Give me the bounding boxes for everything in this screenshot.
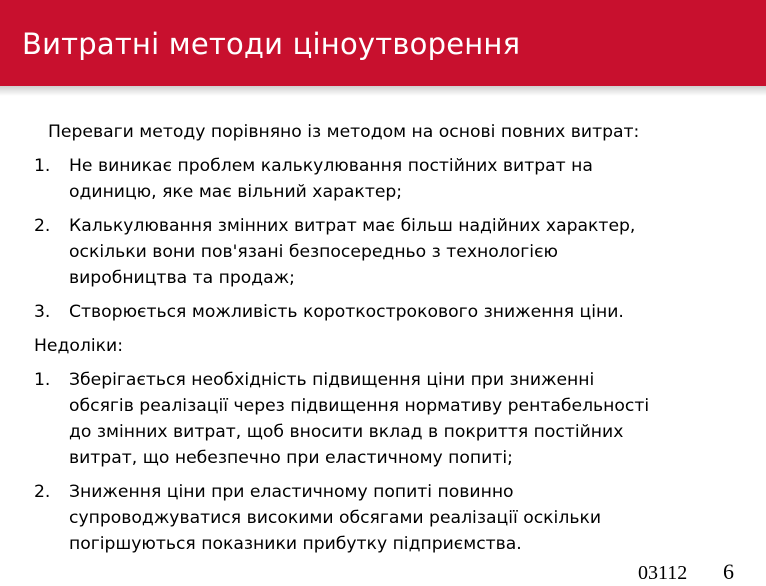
list-text: Створюється можливість короткострокового зниження ціни. (69, 302, 624, 322)
list-number: 2. (34, 216, 51, 236)
list-item-advantage-2 (34, 213, 744, 291)
slide-content (34, 119, 744, 565)
list-number: 3. (34, 302, 51, 322)
list-number: 1. (34, 156, 51, 176)
disadvantages-heading: Недоліки: (34, 336, 124, 356)
page-number: 6 (723, 559, 734, 584)
list-text: Не виникає проблем калькулювання постійних витрат на одиницю, яке має вільний характер; (69, 156, 593, 202)
list-item-disadvantage-1 (34, 367, 744, 471)
list-text: Калькулювання змінних витрат має більш надійних характер, оскільки вони пов'язані безпосередньо з технологією виробництва та продаж; (69, 216, 636, 288)
list-item-advantage-3 (34, 299, 744, 325)
footer-code: 03112 (638, 562, 688, 584)
list-number: 2. (34, 482, 51, 502)
advantages-intro: Переваги методу порівняно із методом на основі повних витрат: (48, 122, 640, 142)
list-text: Зниження ціни при еластичному попиті повинно супроводжуватися високими обсягами реалізації оскільки погіршуються показники прибутку підприємства. (69, 482, 601, 554)
title-bar-shadow (0, 86, 766, 96)
list-text: Зберігається необхідність підвищення ціни при зниженні обсягів реалізації через підвищення нормативу рентабельності до змінних витрат, щоб вносити вклад в покриття постійних витрат, що небезпечно при еластичному попиті; (69, 370, 650, 468)
title-bar (0, 0, 766, 86)
list-number: 1. (34, 370, 51, 390)
list-item-disadvantage-2 (34, 479, 744, 557)
slide-title: Витратні методи ціноутворення (22, 27, 521, 61)
list-item-advantage-1 (34, 153, 744, 205)
